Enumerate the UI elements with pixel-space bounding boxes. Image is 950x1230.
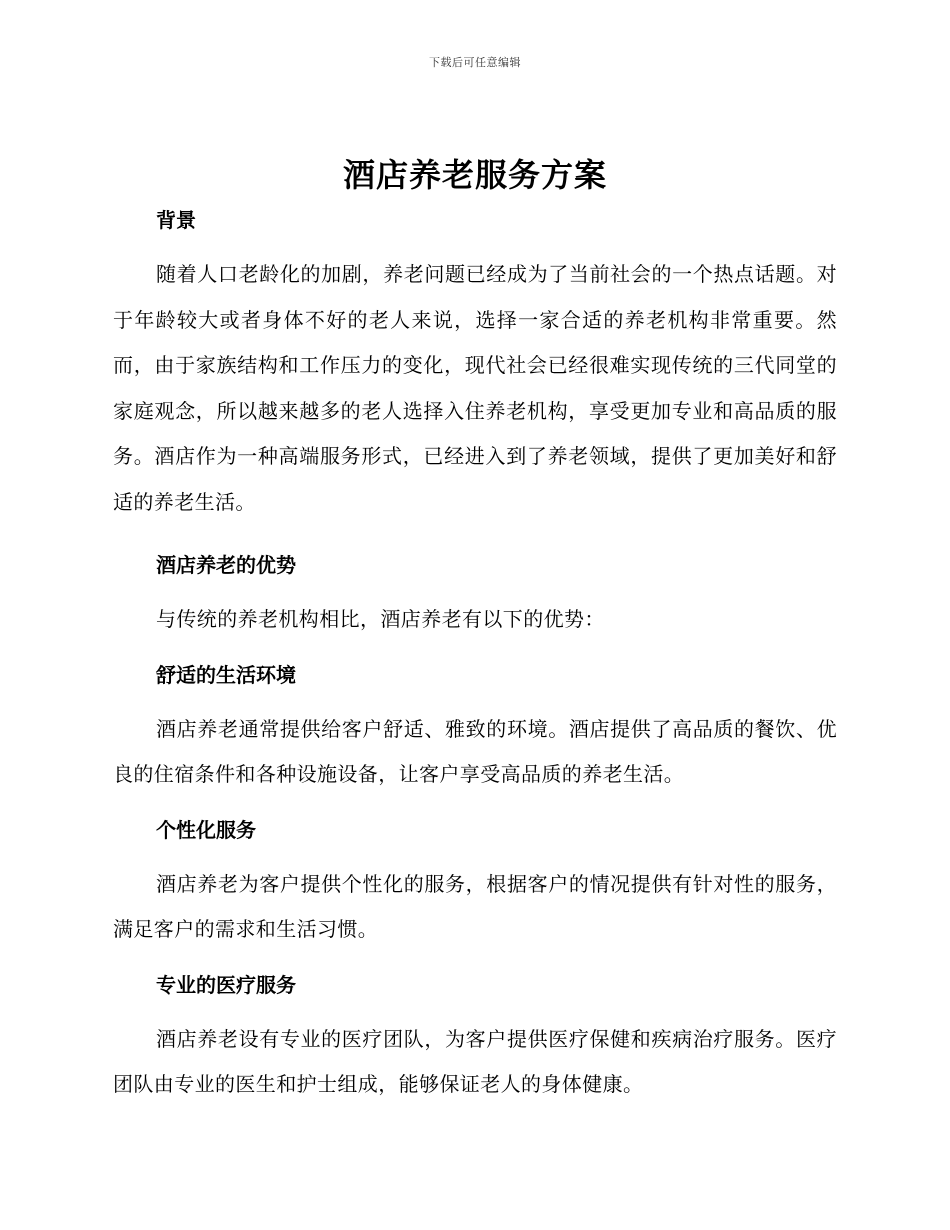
document-title: 酒店养老服务方案 [342,156,607,194]
section-medical-service [113,967,837,1108]
section-heading: 专业的医疗服务 [156,972,296,997]
section-personalized-service [113,812,837,953]
section-heading: 酒店养老的优势 [156,553,296,577]
section-paragraph: 酒店养老为客户提供个性化的服务，根据客户的情况提供有针对性的服务，满足客户的需求和生活习惯。 [113,871,837,941]
section-heading: 个性化服务 [156,817,256,842]
section-background [113,202,837,525]
document-body [113,202,837,1108]
section-advantages [113,547,837,643]
section-heading: 舒适的生活环境 [156,662,296,687]
section-paragraph: 酒店养老通常提供给客户舒适、雅致的环境。酒店提供了高品质的餐饮、优良的住宿条件和各种设施设备，让客户享受高品质的养老生活。 [113,716,837,786]
section-paragraph: 酒店养老设有专业的医疗团队，为客户提供医疗保健和疾病治疗服务。医疗团队由专业的医生和护士组成，能够保证老人的身体健康。 [113,1026,837,1096]
section-paragraph: 与传统的养老机构相比，酒店养老有以下的优势： [156,607,605,631]
section-paragraph: 随着人口老龄化的加剧，养老问题已经成为了当前社会的一个热点话题。对于年龄较大或者身体不好的老人来说，选择一家合适的养老机构非常重要。然而，由于家族结构和工作压力的变化，现代社会已经很难实现传统的三代同堂的家庭观念，所以越来越多的老人选择入住养老机构，享受更加专业和高品质的服务。酒店作为一种高端服务形式，已经进入到了养老领域，提供了更加美好和舒适的养老生活。 [113,262,837,514]
section-heading: 背景 [156,208,196,232]
section-environment [113,657,837,798]
header-note: 下载后可任意编辑 [429,56,521,69]
